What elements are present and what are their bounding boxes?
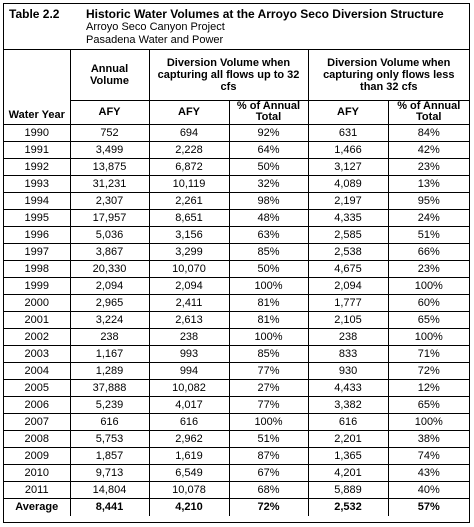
table-cell: 2,228 xyxy=(149,141,229,158)
table-row xyxy=(4,192,469,209)
table-cell: 4,017 xyxy=(149,396,229,413)
table-cell: 4,433 xyxy=(308,379,388,396)
header-afy: AFY xyxy=(149,100,229,124)
header-pct-annual: % of Annual Total xyxy=(229,100,308,124)
table-row xyxy=(4,362,469,379)
table-cell: 616 xyxy=(149,413,229,430)
table-cell: 631 xyxy=(308,124,388,141)
year-cell: 2008 xyxy=(4,430,70,447)
table-cell: 67% xyxy=(229,464,308,481)
header-afy: AFY xyxy=(308,100,388,124)
table-cell: 833 xyxy=(308,345,388,362)
year-cell: 1997 xyxy=(4,243,70,260)
caption-lines xyxy=(86,8,444,47)
table-cell: 13,875 xyxy=(70,158,149,175)
table-cell: 2,965 xyxy=(70,294,149,311)
table-row xyxy=(4,430,469,447)
year-cell: 1990 xyxy=(4,124,70,141)
table-cell: 100% xyxy=(229,328,308,345)
table-cell: 694 xyxy=(149,124,229,141)
table-cell: 66% xyxy=(388,243,469,260)
table-cell: 994 xyxy=(149,362,229,379)
table-cell: 43% xyxy=(388,464,469,481)
table-cell: 1,365 xyxy=(308,447,388,464)
table-cell: 81% xyxy=(229,311,308,328)
table-row xyxy=(4,209,469,226)
table-cell: 17,957 xyxy=(70,209,149,226)
table-cell: 3,156 xyxy=(149,226,229,243)
table-cell: 6,872 xyxy=(149,158,229,175)
table-cell: 238 xyxy=(308,328,388,345)
year-cell: 2006 xyxy=(4,396,70,413)
table-cell: 32% xyxy=(229,175,308,192)
year-cell: 2007 xyxy=(4,413,70,430)
table-cell: 1,167 xyxy=(70,345,149,362)
table-cell: 27% xyxy=(229,379,308,396)
table-row xyxy=(4,345,469,362)
table-cell: 2,411 xyxy=(149,294,229,311)
year-cell: 2001 xyxy=(4,311,70,328)
header-afy: AFY xyxy=(70,100,149,124)
table-number: Table 2.2 xyxy=(9,7,60,21)
table-cell: 37,888 xyxy=(70,379,149,396)
average-label: Average xyxy=(4,498,70,516)
table-cell: 40% xyxy=(388,481,469,498)
table-cell: 85% xyxy=(229,243,308,260)
table-cell: 3,382 xyxy=(308,396,388,413)
table-cell: 6,549 xyxy=(149,464,229,481)
header-water-year: Water Year xyxy=(4,50,70,124)
table-row xyxy=(4,447,469,464)
table-row xyxy=(4,243,469,260)
year-cell: 2000 xyxy=(4,294,70,311)
table-cell: 4,335 xyxy=(308,209,388,226)
table-cell: 5,753 xyxy=(70,430,149,447)
table-cell: 65% xyxy=(388,311,469,328)
table-cell: 5,239 xyxy=(70,396,149,413)
table-cell: 4,089 xyxy=(308,175,388,192)
table-cell: 100% xyxy=(388,413,469,430)
table-cell: 50% xyxy=(229,260,308,277)
table-cell: 930 xyxy=(308,362,388,379)
subheader-row xyxy=(4,100,469,124)
table-cell: 2,201 xyxy=(308,430,388,447)
table-cell: 2,585 xyxy=(308,226,388,243)
table-cell: 24% xyxy=(388,209,469,226)
header-group-less-flows: Diversion Volume when capturing only flows less than 32 cfs xyxy=(308,50,469,100)
table-cell: 4,675 xyxy=(308,260,388,277)
year-cell: 1993 xyxy=(4,175,70,192)
table-cell: 3,499 xyxy=(70,141,149,158)
year-cell: 2002 xyxy=(4,328,70,345)
header-group-all-flows: Diversion Volume when capturing all flows up to 32 cfs xyxy=(149,50,308,100)
table-row xyxy=(4,481,469,498)
table-cell: 10,119 xyxy=(149,175,229,192)
average-cell: 4,210 xyxy=(149,498,229,516)
table-cell: 1,619 xyxy=(149,447,229,464)
table-cell: 10,070 xyxy=(149,260,229,277)
table-cell: 60% xyxy=(388,294,469,311)
table-cell: 20,330 xyxy=(70,260,149,277)
table-cell: 65% xyxy=(388,396,469,413)
table-cell: 1,777 xyxy=(308,294,388,311)
table-cell: 4,201 xyxy=(308,464,388,481)
table-cell: 13% xyxy=(388,175,469,192)
table-row xyxy=(4,260,469,277)
table-cell: 2,094 xyxy=(308,277,388,294)
average-cell: 57% xyxy=(388,498,469,516)
table-cell: 77% xyxy=(229,362,308,379)
table-cell: 72% xyxy=(388,362,469,379)
table-cell: 100% xyxy=(388,277,469,294)
table-frame xyxy=(3,3,470,523)
year-cell: 2003 xyxy=(4,345,70,362)
table-cell: 92% xyxy=(229,124,308,141)
table-row xyxy=(4,379,469,396)
table-cell: 50% xyxy=(229,158,308,175)
year-cell: 2010 xyxy=(4,464,70,481)
table-cell: 42% xyxy=(388,141,469,158)
table-cell: 2,962 xyxy=(149,430,229,447)
table-row xyxy=(4,294,469,311)
table-cell: 2,105 xyxy=(308,311,388,328)
table-cell: 38% xyxy=(388,430,469,447)
table-cell: 616 xyxy=(70,413,149,430)
table-row xyxy=(4,124,469,141)
table-cell: 2,094 xyxy=(149,277,229,294)
table-cell: 10,082 xyxy=(149,379,229,396)
average-row xyxy=(4,498,469,516)
table-cell: 98% xyxy=(229,192,308,209)
year-cell: 1995 xyxy=(4,209,70,226)
table-cell: 8,651 xyxy=(149,209,229,226)
year-cell: 1992 xyxy=(4,158,70,175)
year-cell: 2004 xyxy=(4,362,70,379)
table-cell: 100% xyxy=(388,328,469,345)
table-cell: 2,197 xyxy=(308,192,388,209)
header-row xyxy=(4,50,469,100)
table-row xyxy=(4,311,469,328)
header-annual-volume: Annual Volume xyxy=(70,50,149,100)
table-cell: 100% xyxy=(229,277,308,294)
table-cell: 74% xyxy=(388,447,469,464)
table-cell: 2,094 xyxy=(70,277,149,294)
table-row xyxy=(4,396,469,413)
year-cell: 2011 xyxy=(4,481,70,498)
table-cell: 3,299 xyxy=(149,243,229,260)
table-row xyxy=(4,328,469,345)
table-row xyxy=(4,413,469,430)
table-cell: 12% xyxy=(388,379,469,396)
table-cell: 85% xyxy=(229,345,308,362)
table-caption xyxy=(4,4,469,50)
table-cell: 23% xyxy=(388,158,469,175)
table-row xyxy=(4,158,469,175)
water-volume-table xyxy=(4,50,469,516)
year-cell: 1996 xyxy=(4,226,70,243)
table-cell: 95% xyxy=(388,192,469,209)
table-row xyxy=(4,175,469,192)
table-cell: 1,289 xyxy=(70,362,149,379)
table-cell: 64% xyxy=(229,141,308,158)
table-cell: 9,713 xyxy=(70,464,149,481)
average-cell: 72% xyxy=(229,498,308,516)
table-cell: 1,857 xyxy=(70,447,149,464)
table-cell: 993 xyxy=(149,345,229,362)
year-cell: 2005 xyxy=(4,379,70,396)
table-cell: 87% xyxy=(229,447,308,464)
table-cell: 31,231 xyxy=(70,175,149,192)
table-cell: 3,127 xyxy=(308,158,388,175)
table-cell: 10,078 xyxy=(149,481,229,498)
table-cell: 81% xyxy=(229,294,308,311)
table-cell: 84% xyxy=(388,124,469,141)
table-cell: 2,538 xyxy=(308,243,388,260)
table-row xyxy=(4,226,469,243)
header-pct-annual: % of Annual Total xyxy=(388,100,469,124)
table-cell: 616 xyxy=(308,413,388,430)
table-cell: 1,466 xyxy=(308,141,388,158)
table-cell: 100% xyxy=(229,413,308,430)
table-cell: 3,867 xyxy=(70,243,149,260)
table-row xyxy=(4,277,469,294)
table-cell: 51% xyxy=(388,226,469,243)
table-cell: 2,613 xyxy=(149,311,229,328)
year-cell: 1991 xyxy=(4,141,70,158)
table-cell: 752 xyxy=(70,124,149,141)
table-cell: 23% xyxy=(388,260,469,277)
table-cell: 51% xyxy=(229,430,308,447)
table-title: Historic Water Volumes at the Arroyo Seco Diversion Structure xyxy=(86,7,444,21)
year-cell: 1998 xyxy=(4,260,70,277)
table-cell: 77% xyxy=(229,396,308,413)
year-cell: 1994 xyxy=(4,192,70,209)
caption-subtitle: Pasadena Water and Power xyxy=(86,34,224,46)
table-cell: 238 xyxy=(70,328,149,345)
table-row xyxy=(4,141,469,158)
table-cell: 2,261 xyxy=(149,192,229,209)
table-cell: 14,804 xyxy=(70,481,149,498)
caption-subtitle: Arroyo Seco Canyon Project xyxy=(86,21,225,33)
table-cell: 5,889 xyxy=(308,481,388,498)
table-cell: 5,036 xyxy=(70,226,149,243)
table-cell: 238 xyxy=(149,328,229,345)
average-cell: 8,441 xyxy=(70,498,149,516)
table-cell: 63% xyxy=(229,226,308,243)
table-row xyxy=(4,464,469,481)
table-cell: 68% xyxy=(229,481,308,498)
year-cell: 1999 xyxy=(4,277,70,294)
table-cell: 48% xyxy=(229,209,308,226)
average-cell: 2,532 xyxy=(308,498,388,516)
table-cell: 71% xyxy=(388,345,469,362)
table-cell: 3,224 xyxy=(70,311,149,328)
year-cell: 2009 xyxy=(4,447,70,464)
table-cell: 2,307 xyxy=(70,192,149,209)
